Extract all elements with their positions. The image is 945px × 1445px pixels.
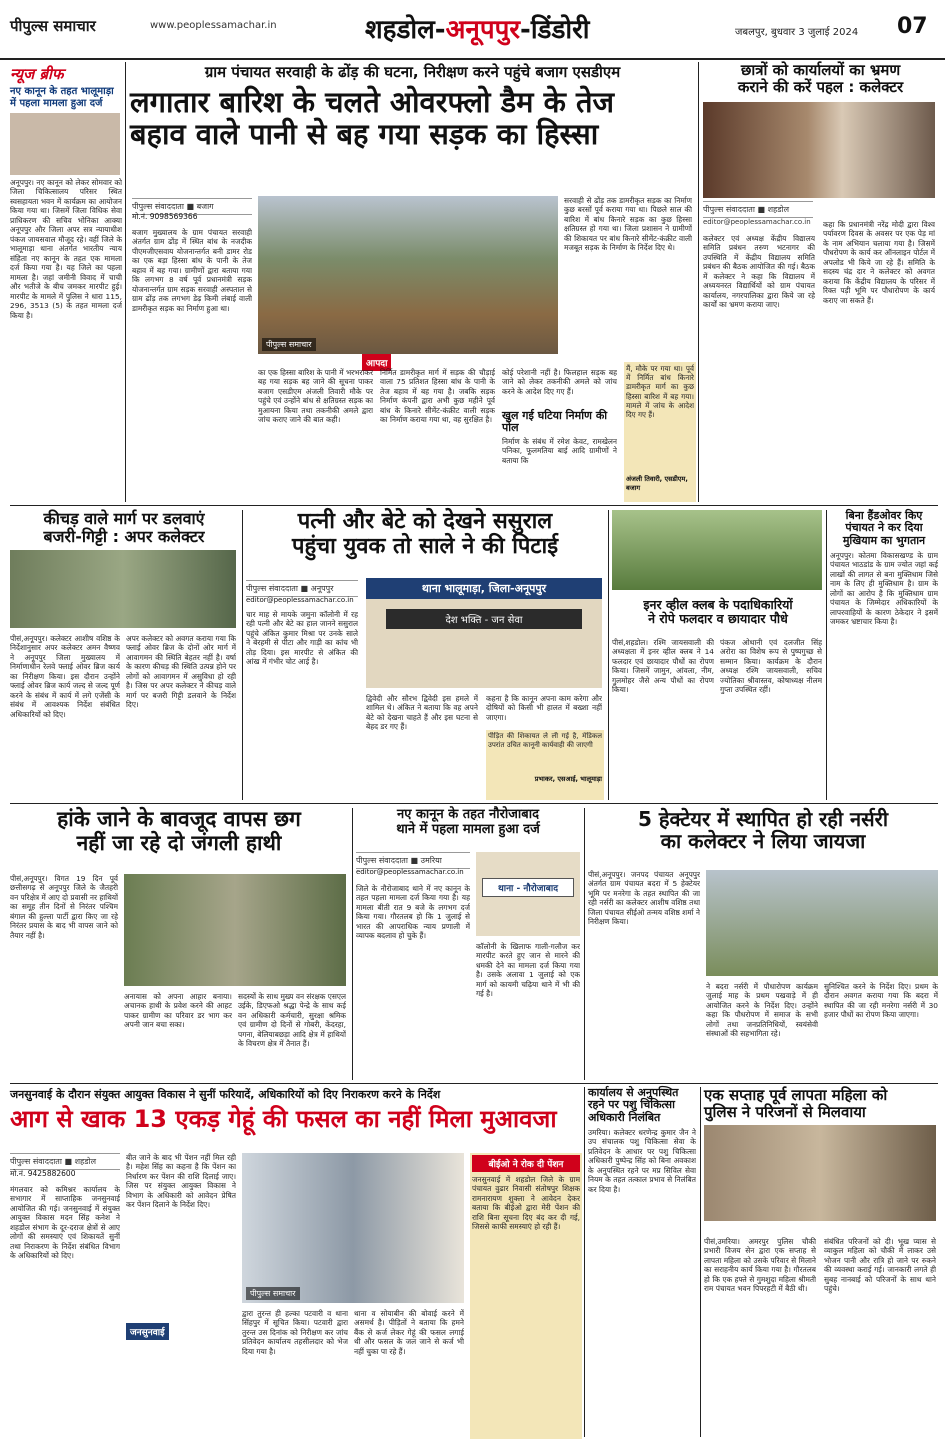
row2-left-col-2: अपर कलेक्टर को अवगत कराया गया कि फ्लाई ओवर ब्रिज के दोनों ओर मार्ग में आवागमन की स्थिति बेहतर नहीं है। वर्षा के कारण कीचड़ की स्थिति उत्पन्न होने पर लोगों को आवागमन में असुविधा हो रही है। जिस पर अपर कलेक्टर ने कीचड़ वाले मार्ग पर बजरी गिट्टी डलवाने के निर्देश दिए। (126, 634, 236, 710)
row-divider (10, 505, 938, 506)
main-subhead: खुल गई घटिया निर्माण की पोल (502, 409, 608, 435)
row2-left-headline-1: कीचड़ वाले मार्ग पर डलवाएं (43, 509, 205, 528)
vet-body: उमरिया। कलेक्टर धरणेन्द्र कुमार जैन ने उप संचालक पशु चिकित्सा सेवा के प्रतिवेदन के आधार पर पशु चिकित्सा अधिकारी पुष्पेन्द्र सिंह को बिना अवकाश के अनुपस्थित रहने पर मप्र सिविल सेवा नियम के तहत तत्काल प्रभाव से निलंबित कर दिया है। (588, 1127, 696, 1194)
main-subbody: निर्माण के संबंध में रमेश केवट, रामखेलन पनिका, फूलमतिया बाई आदि ग्रामीणों ने बताया कि (502, 437, 617, 465)
new-law-col-1: जिले के नौरोजाबाद थाने में नए कानून के तहत पहला मामला दर्ज किया गया है। यह मामला बीती रात 9 बजे के लगभग दर्ज किया गया। गौरतलब हो कि 1 जुलाई से भारत की आपराधिक न्याय प्रणाली में व्यापक बदलाव हो चुके हैं। (356, 884, 470, 941)
elephants-col-1: पीसं,अनूपपुर। विगत 19 दिन पूर्व छत्तीसगढ़ से अनूपपुर जिले के जैतहरी वन परिक्षेत्र में आए दो प्रवासी नर हाथियों का समूह तीन दिनों से निरंतर पश्चिम बंगाल की हुल्ला पार्टी द्वारा किए जा रहे निरंतर प्रयास के बाद भी वापस जाने को तैयार नहीं है। (10, 874, 118, 940)
station-motto: देश भक्ति - जन सेवा (386, 609, 582, 629)
forest-officials-photo (124, 874, 346, 986)
collector-visit-story (703, 62, 938, 502)
road-gravel-story (10, 510, 238, 800)
vet-headline-1: कार्यालय से अनुपस्थित (588, 1086, 679, 1099)
hearing-kicker: जनसुनवाई के दौरान संयुक्त आयुक्त विकास ने सुनीं फरियादें, अधिकारियों को दिए निराकरण करने के निर्देश (10, 1088, 441, 1101)
row2-center-col-3: कहना है कि कानून अपना काम करेगा और दोषियों को किसी भी हालत में बख्शा नहीं जाएगा। (486, 694, 602, 722)
news-brief-tag: न्यूज ब्रीफ (10, 65, 64, 83)
new-law-headline-1: नए कानून के तहत नौरोजाबाद (397, 807, 539, 822)
missing-headline-1: एक सप्ताह पूर्व लापता महिला को (704, 1086, 888, 1104)
main-col-1: बजाग मुख्यालय के ग्राम पंचायत सरवाही अंतर्गत ग्राम ढोंड़ में स्थित बांध के नजदीक पीएमजीएसवाय योजनान्तर्गत बनी डामर रोड का एक बड़ा हिस्सा बांध के पानी के तेज बहाव में बह गया। ग्रामीणों द्वारा बताया गया कि लगभग 8 वर्ष पूर्व प्रधानमंत्री सड़क योजनान्तर्गत ग्राम सड़क सरवाही अस्पताल से ग्राम ढोंड़ तक लगभग डेढ़ किमी लंबाई वाली डामरीकृत सड़क का निर्माण हुआ था। (132, 228, 252, 313)
row2-center-byline: पीपुल्स संवाददाता ■ अनूपपुर (246, 580, 358, 597)
brief-photo (10, 113, 120, 175)
brief-title: नए कानून के तहत भालूमाड़ा में पहला मामला हुआ दर्ज (10, 86, 114, 109)
nursery-col-3: सुनिश्चित करने के निर्देश दिए। प्रथम के दौरान अवगत कराया गया कि बदरा में स्थापित की जा रही मनरेगा नर्सरी में 30 हजार पौधों का रोपण किया जाएगा। (824, 982, 938, 1020)
column-divider (584, 808, 585, 1080)
handover-headline-3: मुखियाम का भुगतान (842, 533, 926, 547)
missing-col-2: संबंधित परिजनों को दी। भूख प्यास से व्याकुल महिला को चौकी में लाकर उसे भोजन पानी और रात्रि हो जाने पर रुकने की व्यवस्था कराई गई। जानकारी लगते ही सुबह नानबाई को परिजनों के साथ थाने पहुंचे। (824, 1237, 936, 1294)
new-law-byline: पीपुल्स संवाददाता ■ उमरिया (356, 852, 470, 869)
pension-box-body: जनसुनवाई में शहडोल जिले के ग्राम पंचायत वुढार निवासी संतोषपुर शिक्षक रामनारायण शुक्ला ने आवेदन देकर बताया कि बीईओ द्वारा मेरी पेंशन की राशि बिना सूचना दिए बंद कर दी गई, जिससे काफी समस्याएं हो रही हैं। (472, 1175, 580, 1232)
column-divider (352, 808, 353, 1080)
main-quote: मैं, मौके पर गया था। पूर्व में निर्मित बांध किनारे डामरीकृत मार्ग का कुछ हिस्सा बारिश में बह गया। मामले में जांच के आदेश दिए गए हैं। (626, 364, 694, 420)
newspaper-logo: पीपुल्स समाचार (10, 17, 96, 35)
row2-left-headline-2: बजरी-गिट्टी : अपर कलेक्टर (43, 526, 205, 546)
inner-wheel-headline-2: ने रोपे फलदार व छायादार पौधे (648, 611, 788, 626)
new-law-headline-2: थाने में पहला मामला हुआ दर्ज (396, 821, 540, 837)
row-divider (10, 1083, 938, 1084)
row2-center-quote-by: प्रभाकर, एसआई, भालूमाड़ा (534, 775, 602, 783)
hearing-photo (242, 1153, 464, 1303)
news-brief-column (10, 64, 122, 504)
inner-wheel-headline-1: इनर व्हील क्लब के पदाधिकारियों (643, 597, 793, 612)
nursery-col-2: ने बदरा नर्सरी में पौधारोपण कार्यक्रम जुलाई माह के प्रथम पखवाड़े में ही आयोजित करने के निर्देश दिए। उन्होंने कहा कि पौधरोपण में समाज के सभी लोगों तथा जनप्रतिनिधियों, स्वयंसेवी संस्थाओं की सहभागिता रहे। (706, 982, 818, 1039)
hearing-headline: आग से खाक 13 एकड़ गेहूं की फसल का नहीं मिला मुआवजा (10, 1105, 557, 1133)
hearing-col-1: मंगलवार को कमिश्नर कार्यालय के सभागार में साप्ताहिक जनसुनवाई आयोजित की गई। जनसुनवाई में संयुक्त आयुक्त विकास मदन सिंह कनेश ने शहडोल संभाग के दूर-दराज क्षेत्रों से आए लोगों की समस्याएं एवं शिकायतें सुनीं तथा निराकरण के निर्देश संबंधित विभाग के अधिकारियों को दिए। (10, 1185, 120, 1261)
row2-center-headline-2: पहुंचा युवक तो साले ने की पिटाई (292, 533, 558, 559)
inner-wheel-story (612, 510, 824, 800)
main-col-2: का एक हिस्सा बारिश के पानी में भरभराकर बह गया सड़क बह जाने की सूचना पाकर बजाग एसडीएम अंजली तिवारी मौके पर पहुंचे एवं उन्होंने बांध से क्षतिग्रस्त सड़क का मुआयना किया तथा तकनीकी अमले द्वारा जांच कराए जाने की बात कही। (258, 368, 373, 425)
new-law-col-2: कॉलोनी के खिलाफ गाली-गलौज कर मारपीट करते हुए जान से मारने की धमकी देने का मामला दर्ज किया गया है। उसके अलावा 1 जुलाई को एक मार्ग को कायमी चढ़िया थाने में भी की गई है। (476, 942, 580, 999)
column-divider (698, 62, 699, 502)
new-law-story (356, 808, 580, 1080)
hearing-tag: जनसुनवाई (126, 1323, 169, 1340)
reunion-photo (704, 1125, 936, 1221)
website-url[interactable]: www.peoplessamachar.in (150, 20, 277, 31)
main-kicker: ग्राम पंचायत सरवाही के ढोंड़ की घटना, निरीक्षण करने पहुंचे बजाग एसडीएम (204, 63, 621, 81)
brief-body: अनूपपुर। नए कानून को लेकर सोमवार को जिला चिकित्सालय परिसर स्थित स्वसहायता भवन में कार्यक्रम का आयोजन किया गया था। जिसमें जिला विधिक सेवा प्राधिकरण की सचिव भोनिका आक्या अनूपपुर और जिला अपर सत्र न्यायाधीश पंकज जायसवाल मौजूद रहे। वहीं जिले के भालूमाड़ा थाना अंतर्गत भारतीय न्याय संहिता नए कानून के तहत एक मामला दर्ज किया गया है। यह जिले का पहला मामला है। जहां जमीनी विवाद में चाची और भतीजे के बीच जमकर मारपीट हुई। मारपीट के मामले में पुलिस ने धारा 115, 296, 3513 (5) के तहत मामला दर्ज किया है। (10, 178, 122, 320)
column-divider (125, 62, 126, 502)
nursery-headline-1: 5 हेक्टेयर में स्थापित हो रही नर्सरी (637, 807, 889, 831)
page-number: 07 (897, 14, 928, 39)
main-col-5: सरवाही से ढोंड़ तक डामरीकृत सड़क का निर्माण कुछ बरसों पूर्व कराया गया था। पिछले साल की बारिश में बांध किनारे सड़क का कुछ हिस्सा क्षतिग्रस्त हो गया था। जिला प्रशासन ने ग्रामीणों की शिकायत पर बांध किनारे सीमेंट-कंक्रीट वाली मजबूत सड़क के निर्माण के निर्देश दिए थे। (564, 196, 692, 253)
hearing-col-2: बीत जाने के बाद भी पेंशन नहीं मिल रही है। महेश सिंह का कहना है कि पेंशन का निर्धारण कर पेंशन की राशि दिलाई जाए। जिस पर संयुक्त आयुक्त विकास ने विभाग के अधिकारी को आवेदन प्रेषित कर पेंशन दिलाने के निर्देश दिए। (126, 1153, 236, 1210)
right-byline: पीपुल्स संवाददाता ■ शहडोल (703, 201, 813, 218)
row2-center-col-1: चार माह से मायके जमुना कॉलोनी में रह रही पत्नी और बेटे का हाल जानने ससुराल पहुंचे अंकित कुमार मिश्रा पर उनके साले ने बेरहमी से पीटा और गाड़ी का कांच भी तोड़ दिया। इस मारपीट से अंकित की आंख में गंभीर चोट आई है। (246, 610, 358, 667)
missing-col-1: पीसं,उमरिया। अमरपुर पुलिस चौकी प्रभारी विजय सेन द्वारा एक सप्ताह से लापता महिला को उसके परिवार से मिलाने का सराहनीय कार्य किया गया है। गौरतलब हो कि एक हफ्ते से गुमशुदा महिला श्रीमती राम पंचायत भवन पिपरहटी में बैठी थी। (704, 1237, 816, 1294)
nursery-photo (706, 870, 938, 976)
row2-center-col-2: द्विवेदी और सौरभ द्विवेदी इस हमले में शामिल थे। अंकित ने बताया कि वह अपने बेटे को देखना चाहते हैं और इस घटना से बेहद डर गए हैं। (366, 694, 478, 732)
hearing-mobile: मो.नं. 9425882600 (10, 1169, 76, 1178)
vet-headline-2: रहने पर पशु चिकित्सा (588, 1098, 675, 1112)
right-email[interactable]: editor@peoplessamachar.co.in (703, 217, 811, 226)
collector-meeting-photo (703, 102, 935, 198)
column-divider (584, 1087, 585, 1437)
handover-story (830, 510, 938, 800)
main-mobile: मो.नं. 9098569366 (132, 212, 198, 221)
plantation-photo (612, 510, 822, 590)
row2-center-headline-1: पत्नी और बेटे को देखने ससुराल (297, 509, 553, 534)
handover-body: अनूपपुर। कोतमा विकासखण्ड के ग्राम पंचायत भाठडांड के ग्राम ज्योत जहां कई लाखों की लागत से बना मुक्तिधाम जिसे नाम के लिए ही मुक्तिधाम है। ग्राम के लोगों का आरोप है कि मुक्तिधाम ग्राम पंचायत के जिम्मेदार अधिकारियों के लापरवाहियों के कारण ठेकेदार ने इसमें जमकर भ्रष्टाचार किया है। (830, 550, 938, 627)
elephants-col-2: अनायास को अपना आहार बनाया। अचानक हाथी के प्रवेश करने की आहट पाकर ग्रामीण का परिवार डर भाग कर अपनी जान बचा सका। (124, 992, 232, 1030)
main-quote-by: अंजली तिवारी, एसडीएम, बजाग (626, 475, 688, 492)
row2-center-quote-box (486, 730, 604, 800)
right-headline-1: छात्रों को कार्यालयों का भ्रमण (740, 61, 901, 79)
elephants-story (10, 808, 348, 1080)
issue-date: जबलपुर, बुधवार 3 जुलाई 2024 (735, 27, 859, 38)
main-quote-box (624, 362, 696, 502)
photo-credit: पीपुल्स समाचार (262, 338, 316, 351)
hearing-col-4: थाना व सोयाबीन की बोवाई करने में असमर्थ है। पीड़ितों ने बताया कि हमने बैंक से कर्ज लेकर गेहूं की फसल लगाई थी और फसल के जल जाने से कर्ज भी नहीं चुका पा रहे हैं। (354, 1309, 464, 1356)
row2-left-col-1: पीसं,अनूपपुर। कलेक्टर आशीष वशिष्ठ के निर्देशानुसार अपर कलेक्टर अमन वैष्णव ने अनूपपुर जिला मुख्यालय में निर्माणाधीन रेलवे फ्लाई ओवर ब्रिज कार्य का निरीक्षण किया। इस दौरान उन्होंने फ्लाई ओवर ब्रिज कार्य जल्द से जल्द पूर्ण करने के संबंध में कार्य में लगे एजेंसी के संबंध में आवश्यक निर्देश संबंधित अधिकारियों को दिए। (10, 634, 120, 719)
right-col-1: कलेक्टर एवं अध्यक्ष केंद्रीय विद्यालय समिति प्रबंधन तरुण भटनागर की उपस्थिति में केंद्रीय विद्यालय समिति प्रबंधन की बैठक आयोजित की गई। बैठक में कलेक्टर ने कहा कि विद्यालय में अध्ययनरत विद्यार्थियों को ग्राम पंचायत कार्यालय, नगरपालिका द्वारा किये जा रहे कार्यों का भ्रमण कराया जाए। (703, 234, 815, 310)
pension-box (470, 1153, 582, 1439)
inner-wheel-col-2: पंकज ओथानी एवं दलजीत सिंह अरोरा का विशेष रूप से पुष्पगुच्छ से सम्मान किया। कार्यक्रम के दौरान अध्यक्ष रश्मि जायसवाली, सचिव ज्योतिका श्रीवास्तव, कोषाध्यक्ष नीलम गुप्ता उपस्थित रहीं। (720, 638, 822, 695)
main-story (130, 62, 695, 502)
vet-headline-3: अधिकारी निलंबित (588, 1110, 661, 1124)
vet-suspended-story (588, 1087, 696, 1437)
nursery-headline-2: का कलेक्टर ने लिया जायजा (660, 829, 866, 854)
column-divider (242, 510, 243, 800)
row-divider (10, 803, 938, 804)
masthead (0, 0, 945, 60)
flyover-inspection-photo (10, 550, 236, 628)
inner-wheel-col-1: पीसं,शहडोल। रश्मि जायसवाली की अध्यक्षता में इनर व्हील क्लब ने 14 फलदार एवं छायादार पौधों का रोपण किया। जिसमें जामुन, आंवला, नीम, गुलमोहर जैसे अन्य पौधों का रोपण किया। (612, 638, 714, 695)
handover-headline-2: पंचायत ने कर दिया (845, 521, 923, 535)
dam-overflow-photo (258, 196, 558, 354)
section-title: शहडोल-अनूपपुर-डिंडोरी (365, 15, 590, 45)
station-sign: थाना भालूमाड़ा, जिला-अनूपपुर (366, 578, 602, 599)
nowrozabad-station-photo (476, 852, 580, 936)
hearing-photo-credit: पीपुल्स समाचार (246, 1287, 300, 1300)
handover-headline-1: बिना हैंडओवर किए (845, 509, 923, 522)
disaster-tag: आपदा (362, 354, 391, 371)
public-hearing-story (10, 1087, 580, 1437)
main-byline: पीपुल्स संवाददाता ■ बजाग (132, 198, 252, 215)
nursery-story (588, 808, 938, 1080)
column-divider (826, 510, 827, 800)
column-divider (608, 510, 609, 800)
in-law-assault-story (246, 510, 604, 800)
police-station-photo (366, 578, 602, 688)
nowrozabad-sign: थाना - नौरोजाबाद (482, 878, 574, 897)
elephants-headline-2: नहीं जा रहे दो जंगली हाथी (76, 830, 282, 855)
pension-box-head: बीईओ ने रोक दी पेंशन (472, 1155, 580, 1172)
elephants-headline-1: हांके जाने के बावजूद वापस छग (57, 807, 301, 831)
missing-headline-2: पुलिस ने परिजनों से मिलवाया (704, 1102, 866, 1121)
main-col-4: कोई परेशानी नहीं है। फिलहाल सड़क बह जाने को लेकर तकनीकी अमले को जांच करने के आदेश दिए गए हैं। (502, 368, 617, 396)
column-divider (700, 1087, 701, 1437)
right-col-2: कहा कि प्रधानमंत्री नरेंद्र मोदी द्वारा विश्व पर्यावरण दिवस के अवसर पर एक पेड़ मां के नाम अभियान चलाया गया है। जिसमें पौधरोपण के कार्य कर ऑनलाइन पोर्टल में अपलोड भी किये जा रहे हैं। समिति के सदस्य चंद्र दार ने कलेक्टर को अवगत कराया कि केंद्रीय विद्यालय के परिसर में रिक्त पड़ी भूमि पर पौधारोपण के कार्य कराए जा सकते हैं। (823, 220, 935, 305)
row2-center-email[interactable]: editor@peoplessamachar.co.in (246, 596, 354, 604)
main-headline-2: बहाव वाले पानी से बह गया सड़क का हिस्सा (130, 117, 599, 152)
missing-woman-story (704, 1087, 938, 1437)
main-col-3: निर्मित डामरीकृत मार्ग में सड़क की चौड़ाई वाला 75 प्रतिशत हिस्सा बांध के पानी के तेज बहाव में बह गया है। जबकि सड़क निर्माण कंपनी द्वारा अभी कुछ महीने पूर्व बांध के किनारे सीमेंट-कंक्रीट वाली सड़क का निर्माण कराया गया था, वह सुरक्षित है। (380, 368, 495, 425)
nursery-col-1: पीसं,अनूपपुर। जनपद पंचायत अनूपपुर अंतर्गत ग्राम पंचायत बदरा में 5 हेक्टेयर भूमि पर मनरेगा के तहत स्थापित की जा रही नर्सरी का कलेक्टर आशीष वशिष्ठ तथा जिला पंचायत सीईओ तन्मय वशिष्ठ शर्मा ने निरीक्षण किया। (588, 870, 700, 927)
new-law-email[interactable]: editor@peoplessamachar.co.in (356, 868, 464, 876)
main-headline-1: लगातार बारिश के चलते ओवरफ्लो डैम के तेज (130, 85, 615, 119)
hearing-col-3: द्वारा तुरन्त ही हल्का पटवारी व थाना सिंहपुर में सूचित किया। पटवारी द्वारा तुरन्त उस दिनांक को निरीक्षण कर जांच प्रतिवेदन कार्यालय तहसीलदार को भेज दिया गया है। (242, 1309, 348, 1356)
elephants-col-3: सदस्यों के साथ मुख्य वन संरक्षक एसएल उईके, डिएफओ श्रद्धा पेन्द्रे के साथ कई वन अधिकारी कर्मचारी, सुरक्षा श्रमिक एवं ग्रामीण दो दिनों से गोबरी, केंदरहा, पगना, बेलियाबछड़ा आदि क्षेत्र में हाथियों के विचरण क्षेत्र में तैनात हैं। (238, 992, 346, 1049)
row2-center-quote: पीड़ित की शिकायत ले ली गई है, मेडिकल उपरांत उचित कानूनी कार्यवाही की जाएगी (488, 732, 602, 749)
right-headline-2: कराने की करें पहल : कलेक्टर (737, 77, 904, 96)
hearing-byline: पीपुल्स संवाददाता ■ शहडोल (10, 1153, 120, 1170)
